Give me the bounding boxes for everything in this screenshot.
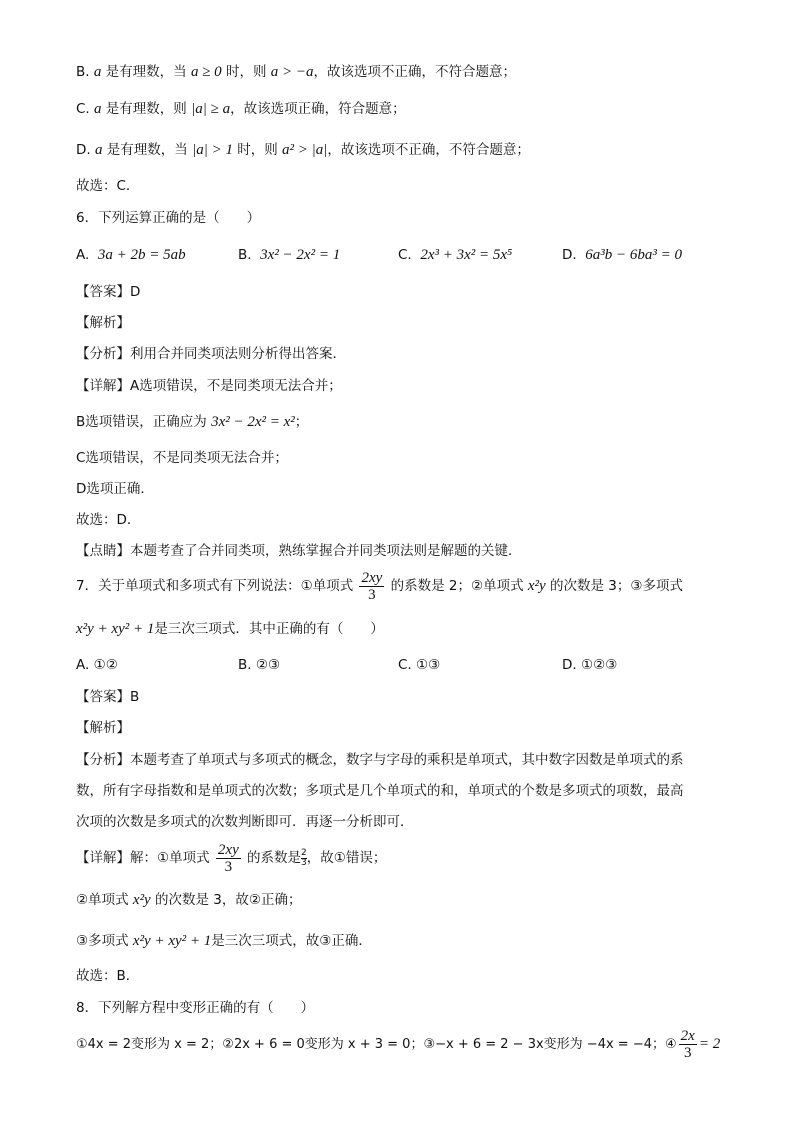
text: ③多项式 (76, 933, 133, 949)
option-label: A. (76, 657, 90, 673)
option-expr: 3a + 2b = 5ab (97, 247, 186, 263)
text: 7．关于单项式和多项式有下列说法：①单项式 (76, 578, 358, 594)
fraction (216, 842, 241, 875)
option-text: ①② (93, 657, 118, 673)
q6-option-a (76, 245, 186, 265)
option-label: B. (238, 247, 252, 263)
math-expr: 3x² − 2x² = x² (211, 414, 295, 430)
q6-detail-1: 【详解】A选项错误，不是同类项无法合并； (76, 378, 342, 394)
math-expr: x²y + xy² + 1 (76, 621, 155, 637)
option-expr: 2x³ + 3x² = 5x⁵ (420, 247, 513, 263)
math-var: a (94, 101, 102, 117)
q5-option-d (76, 140, 530, 160)
option-text: ②③ (255, 657, 281, 673)
q6-option-b (238, 245, 340, 265)
math-expr: x²y + xy² + 1 (132, 933, 212, 949)
option-expr: 6a³b − 6ba³ = 0 (585, 247, 683, 263)
text: 时，则 (221, 64, 271, 80)
math-var: a (94, 142, 103, 158)
q5-answer: 故选：C． (76, 178, 140, 194)
q7-fenxi-3: 次项的次数是多项式的次数判断即可．再逐一分析即可． (76, 814, 414, 830)
q7-detail-1 (76, 840, 386, 876)
q7-stem-line-2 (76, 619, 384, 639)
q6-choose: 故选：D． (76, 512, 141, 528)
math-expr: a > −a (270, 64, 314, 80)
fraction-numerator: 2xy (361, 569, 383, 586)
option-label: B. (238, 657, 252, 673)
text: 的系数是 (242, 850, 302, 866)
fraction (359, 570, 384, 603)
q7-answer: 【答案】B (76, 689, 140, 705)
q6-stem: 6．下列运算正确的是（ ） (76, 210, 261, 226)
option-label: D. (562, 657, 577, 673)
q6-fenxi: 【分析】利用合并同类项法则分析得出答案． (76, 346, 346, 362)
fraction-denominator: 3 (301, 857, 307, 868)
text: 是有理数，则 (101, 101, 192, 117)
math-expr: x²y (132, 892, 151, 908)
option-label: C. (398, 657, 412, 673)
math-expr: = 2 (698, 1036, 721, 1052)
math-expr: |a| ≥ a (191, 101, 231, 117)
q6-answer: 【答案】D (76, 284, 141, 300)
text: ，故该选项不正确，不符合题意； (313, 64, 517, 80)
q7-choose: 故选：B． (76, 968, 140, 984)
text: ，故该选项不正确，不符合题意； (327, 142, 530, 158)
q6-detail-2 (76, 412, 308, 432)
q7-fenxi-1: 【分析】本题考查了单项式与多项式的概念，数字与字母的乘积是单项式，其中数字因数是单项式的系 (76, 752, 684, 768)
option-label: A. (76, 247, 90, 263)
q7-detail-2 (76, 890, 302, 910)
fraction-denominator: 3 (224, 858, 233, 875)
math-var: a (93, 64, 102, 80)
text: ②单项式 (76, 892, 133, 908)
text: ，故①错误； (306, 850, 387, 866)
text: 的次数是 3，故②正确； (150, 892, 302, 908)
q7-option-d (562, 655, 617, 675)
math-expr: a ≥ 0 (190, 64, 222, 80)
option-expr: 3x² − 2x² = 1 (260, 247, 341, 263)
q5-option-c (76, 99, 406, 119)
option-text: ①②③ (580, 657, 618, 673)
text: ①4x = 2变形为 x = 2；②2x + 6 = 0变形为 x + 3 = 0；③−x + 6 = 2 − 3x变形为 −4x = −4；④ (76, 1037, 677, 1052)
q7-option-a (76, 655, 118, 675)
fraction-numerator: 2xy (217, 841, 239, 858)
text: 是三次三项式．其中正确的有（ ） (154, 621, 384, 637)
math-expr: a² > |a| (282, 142, 328, 158)
option-label: C. (398, 247, 412, 263)
q6-option-c (398, 245, 512, 265)
text: 【详解】解：①单项式 (76, 850, 214, 866)
fraction-denominator: 3 (683, 1045, 692, 1061)
q6-option-d (562, 245, 682, 265)
option-label: D. (562, 247, 577, 263)
q8-stem: 8．下列解方程中变形正确的有（ ） (76, 1000, 315, 1016)
q7-option-c (398, 655, 440, 675)
q5-option-b (76, 62, 516, 82)
fraction-denominator: 3 (368, 586, 376, 603)
math-expr: |a| > 1 (192, 142, 233, 158)
q8-line-1 (76, 1026, 720, 1063)
q6-analysis-title: 【解析】 (76, 315, 130, 331)
option-text: ①③ (416, 657, 441, 673)
label: D. (76, 142, 95, 158)
q6-detail-3: C选项错误，不是同类项无法合并； (76, 450, 288, 466)
fraction-numerator: 2x (680, 1028, 695, 1044)
math-expr: x²y (527, 578, 546, 594)
text: 的系数是 2；②单项式 (386, 578, 528, 594)
text: 时，则 (232, 142, 283, 158)
q7-stem-line-1 (76, 568, 683, 604)
label: B. (76, 64, 94, 80)
text: B选项错误，正确应为 (76, 414, 212, 430)
q7-option-b (238, 655, 280, 675)
q7-fenxi-2: 数，所有字母指数和是单项式的次数；多项式是几个单项式的和，单项式的个数是多项式的项数，最高 (76, 783, 684, 799)
text: ； (294, 414, 309, 430)
text: 是有理数，当 (102, 142, 193, 158)
text: 是有理数，当 (101, 64, 191, 80)
text: 是三次三项式，故③正确． (211, 933, 372, 949)
q7-detail-3 (76, 931, 372, 951)
q6-detail-4: D选项正确． (76, 481, 154, 497)
fraction (679, 1028, 697, 1061)
q6-dianjing: 【点睛】本题考查了合并同类项，熟练掌握合并同类项法则是解题的关键． (76, 543, 522, 559)
q7-analysis-title: 【解析】 (76, 720, 130, 736)
fraction-numerator: 2 (301, 847, 307, 858)
text: 的次数是 3；③多项式 (545, 578, 683, 594)
label: C. (76, 101, 95, 117)
text: ，故该选项正确，符合题意； (230, 101, 406, 117)
